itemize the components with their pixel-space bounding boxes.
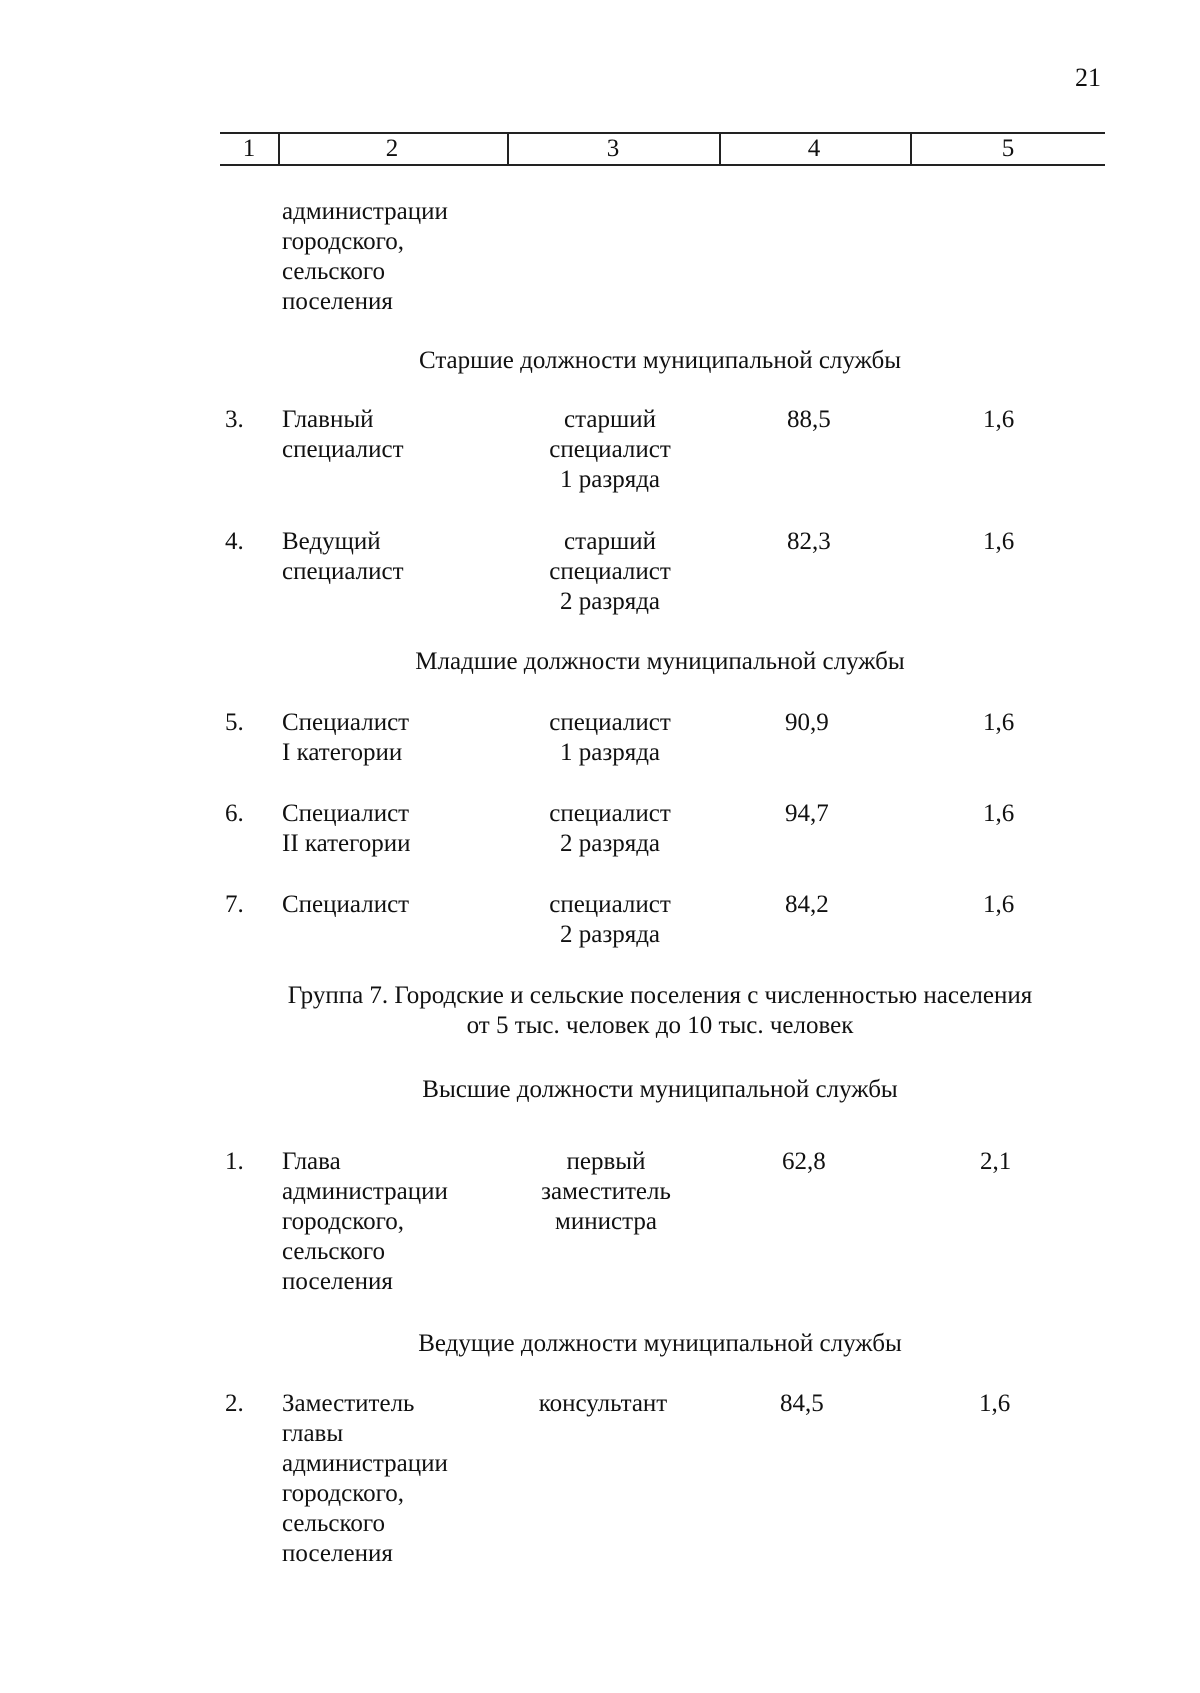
row-number: 4.: [225, 528, 244, 555]
table-header-col-4: 4: [807, 135, 821, 162]
position-title: Ведущий специалист: [282, 528, 404, 585]
value-col-5: 1,6: [983, 800, 1015, 827]
group-heading: Группа 7. Городские и сельские поселения с численностью населения от 5 тыс. человек до 10 тыс. человек: [287, 982, 1033, 1039]
table-header-divider: [719, 133, 721, 164]
position-title: Главный специалист: [282, 406, 404, 463]
class-rank: старший специалист 2 разряда: [549, 528, 671, 615]
value-col-4: 84,5: [780, 1390, 824, 1417]
table-header-col-1: 1: [242, 135, 256, 162]
table-header-bottom-border: [220, 164, 1105, 166]
row-number: 2.: [225, 1390, 244, 1417]
class-rank: старший специалист 1 разряда: [549, 406, 671, 493]
table-header-top-border: [220, 132, 1105, 134]
continuation-title: администрации городского, сельского поселения: [282, 198, 448, 315]
section-heading-leading: Ведущие должности муниципальной службы: [418, 1330, 902, 1357]
class-rank: первый заместитель министра: [541, 1148, 671, 1235]
value-col-5: 1,6: [983, 528, 1015, 555]
value-col-4: 82,3: [787, 528, 831, 555]
section-heading-junior: Младшие должности муниципальной службы: [415, 648, 905, 675]
section-heading-senior: Старшие должности муниципальной службы: [418, 347, 902, 374]
position-title: Специалист: [282, 891, 410, 918]
table-header-divider: [507, 133, 509, 164]
position-title: Заместитель главы администрации городского, сельского поселения: [282, 1390, 448, 1567]
position-title: Глава администрации городского, сельского поселения: [282, 1148, 448, 1295]
class-rank: специалист 2 разряда: [549, 891, 671, 948]
table-header-divider: [278, 133, 280, 164]
table-header-col-2: 2: [385, 135, 399, 162]
value-col-5: 1,6: [983, 891, 1015, 918]
table-header-col-3: 3: [606, 135, 620, 162]
row-number: 7.: [225, 891, 244, 918]
section-heading-highest: Высшие должности муниципальной службы: [422, 1076, 898, 1103]
class-rank: специалист 1 разряда: [549, 709, 671, 766]
value-col-4: 88,5: [787, 406, 831, 433]
table-header-col-5: 5: [1001, 135, 1015, 162]
position-title: Специалист II категории: [282, 800, 411, 857]
class-rank: специалист 2 разряда: [549, 800, 671, 857]
value-col-5: 2,1: [980, 1148, 1012, 1175]
value-col-4: 62,8: [782, 1148, 826, 1175]
value-col-4: 90,9: [785, 709, 829, 736]
value-col-5: 1,6: [983, 406, 1015, 433]
row-number: 6.: [225, 800, 244, 827]
page-number: 21: [1075, 63, 1101, 92]
value-col-5: 1,6: [983, 709, 1015, 736]
value-col-4: 94,7: [785, 800, 829, 827]
value-col-5: 1,6: [979, 1390, 1011, 1417]
row-number: 1.: [225, 1148, 244, 1175]
value-col-4: 84,2: [785, 891, 829, 918]
row-number: 3.: [225, 406, 244, 433]
table-header-divider: [910, 133, 912, 164]
row-number: 5.: [225, 709, 244, 736]
position-title: Специалист I категории: [282, 709, 410, 766]
class-rank: консультант: [538, 1390, 668, 1417]
